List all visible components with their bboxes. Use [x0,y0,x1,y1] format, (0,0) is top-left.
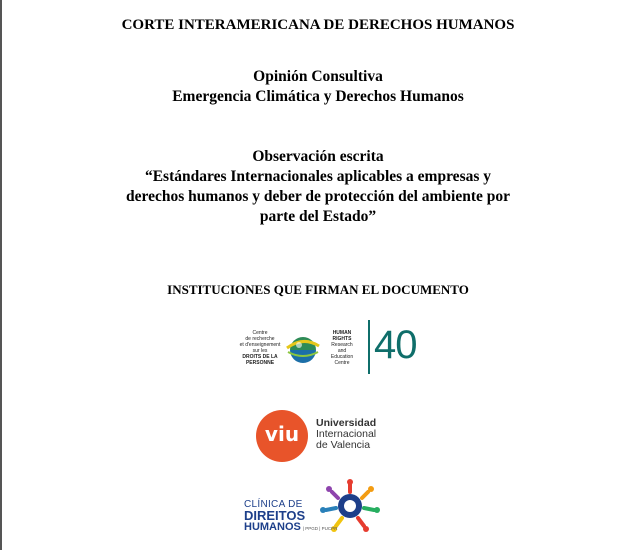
viu-name-line: Internacional [316,428,377,440]
institutions-heading: INSTITUCIONES QUE FIRMAN EL DOCUMENTO [167,282,469,297]
viu-mark-text: viu [264,422,300,446]
hrrec-en-line: Education [330,354,354,360]
hrrec-divider [368,320,370,374]
hrrec-fr-line: et d'enseignement [239,342,281,348]
viu-name-line: Universidad [316,417,377,429]
hrrec-english-name [324,330,360,366]
hrrec-en-line: HUMAN RIGHTS [332,330,352,342]
opinion-line-2: Emergencia Climática y Derechos Humanos [172,88,464,105]
hrrec-fr-line: Centre [252,330,268,336]
observation-heading [0,147,636,227]
hrrec-en-line: and [337,348,347,354]
clinica-subtitle: | PPGD | PUCPR [302,526,338,531]
observation-line-1: Observación escrita [252,148,384,165]
hrrec-logo [230,318,420,376]
observation-line-2: “Estándares Internacionales aplicables a empresas y [144,168,492,185]
viu-logo [256,410,396,466]
opinion-heading [0,67,636,107]
clinica-line-2: DIREITOS [244,508,306,523]
hrrec-fr-line: sur les [252,348,268,354]
hrrec-fr-line: DROITS DE LA PERSONNE [242,354,278,366]
hrrec-en-line: Centre [334,360,350,366]
observation-line-4: parte del Estado” [259,208,377,225]
hrrec-fr-line: de recherche [245,336,275,342]
observation-line-3: derechos humanos y deber de protección del ambiente por [125,188,511,205]
clinica-line-1: CLÍNICA DE [244,499,303,510]
viu-name [316,418,376,451]
hrrec-en-line: Research [331,342,353,348]
viu-name-line: de Valencia [316,439,371,451]
hrrec-anniversary-number: 40 [374,323,417,367]
court-title: CORTE INTERAMERICANA DE DERECHOS HUMANOS [121,17,515,33]
clinica-line-3: HUMANOS [244,521,301,533]
globe-icon [284,330,322,364]
opinion-line-1: Opinión Consultiva [253,68,383,85]
hrrec-french-name [230,330,290,366]
clinica-name [244,500,337,534]
clinica-logo [244,478,384,538]
